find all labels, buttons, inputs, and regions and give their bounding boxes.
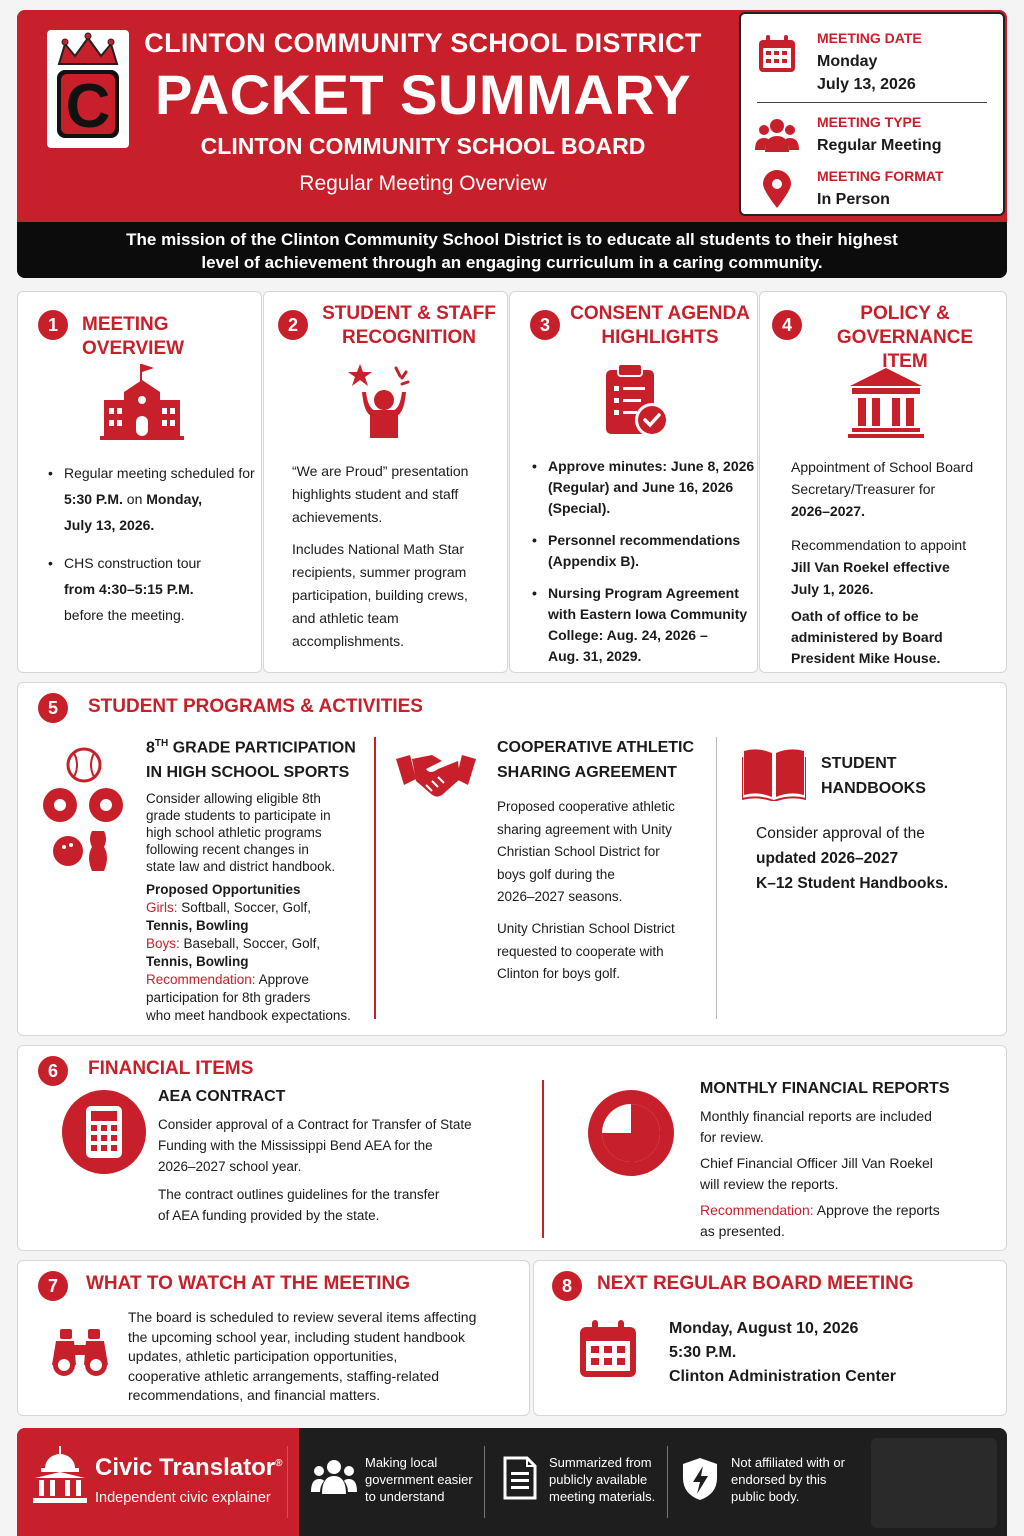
district-logo (47, 30, 129, 148)
section-title: WHAT TO WATCH AT THE MEETING (86, 1273, 411, 1294)
policy-paragraph: Appointment of School Board Secretary/Treasurer for 2026–2027. (791, 459, 974, 519)
calculator-icon (62, 1090, 146, 1174)
footer-item-text: Making local government easier to understand (365, 1455, 473, 1504)
footer-tagline: Independent civic explainer (95, 1490, 271, 1506)
meeting-date-row (755, 28, 995, 98)
financial-reports-paragraph: Monthly financial reports are included for review. (700, 1108, 932, 1145)
next-meeting-place: Clinton Administration Center (669, 1368, 896, 1385)
card-financial-items (17, 1045, 1007, 1251)
school-icon (100, 362, 184, 440)
mission-line: The mission of the Clinton Community School District is to educate all students to their highest (126, 230, 898, 249)
financial-reports-heading: MONTHLY FINANCIAL REPORTS (700, 1080, 950, 1097)
next-meeting-date: Monday, August 10, 2026 (669, 1320, 859, 1337)
header-banner (17, 10, 1007, 278)
board-name: CLINTON COMMUNITY SCHOOL BOARD (200, 133, 646, 159)
footer-divider (667, 1446, 668, 1518)
section-title: STUDENT PROGRAMS & ACTIVITIES (88, 696, 423, 717)
list-item: • Approve minutes: June 8, 2026 (Regular) and June 16, 2026 (Special). (532, 456, 757, 519)
section-number: 4 (772, 310, 802, 340)
meeting-info-box (739, 12, 1005, 216)
card-meeting-overview (17, 291, 262, 673)
section-title: CONSENT AGENDA HIGHLIGHTS (570, 303, 750, 348)
footer-item-text: Summarized from publicly available meeting materials. (549, 1455, 656, 1504)
card-recognition (263, 291, 508, 673)
card-what-to-watch (17, 1260, 530, 1416)
handbooks-paragraph: Consider approval of the updated 2026–2027 K–12 Student Handbooks. (756, 825, 949, 892)
list-item: • Regular meeting scheduled for 5:30 P.M. on Monday, July 13, 2026. (48, 460, 258, 538)
meeting-format-row (755, 164, 995, 214)
page-title: PACKET SUMMARY (155, 63, 691, 126)
document-icon (503, 1456, 537, 1500)
mission-line: level of achievement through an engaging curriculum in a caring community. (201, 253, 823, 272)
list-item: • Personnel recommendations (Appendix B). (532, 530, 757, 572)
next-meeting-details (669, 1317, 999, 1389)
meeting-date-day: Monday (817, 53, 878, 70)
section-number: 3 (530, 310, 560, 340)
meeting-type-label: MEETING TYPE (817, 114, 922, 130)
section-number: 6 (38, 1056, 68, 1086)
aea-paragraph: Consider approval of a Contract for Transfer of State Funding with the Mississippi Bend AEA for the 2026–2027 school year. (158, 1117, 472, 1174)
column-divider (374, 737, 376, 1019)
meeting-format-label: MEETING FORMAT (817, 168, 944, 184)
section-title: FINANCIAL ITEMS (88, 1058, 254, 1079)
sports-paragraph: Consider allowing eligible 8th grade students to participate in high school athletic programs following recent changes in state law and district handbook. (146, 791, 336, 874)
section-number: 7 (38, 1271, 68, 1301)
calendar-icon (576, 1317, 640, 1381)
card-consent-agenda (509, 291, 758, 673)
section-title: STUDENT & STAFF RECOGNITION (322, 303, 496, 348)
meeting-type-row (755, 110, 995, 160)
info-divider (757, 102, 987, 103)
footer-placeholder-box (871, 1438, 997, 1528)
checklist-icon (602, 362, 672, 442)
district-name: CLINTON COMMUNITY SCHOOL DISTRICT (144, 28, 702, 58)
next-meeting-time: 5:30 P.M. (669, 1344, 737, 1361)
policy-oath: Oath of office to be administered by Board President Mike House. (791, 608, 943, 666)
financial-reports-recommendation: Recommendation: Approve the reports as presented. (700, 1202, 940, 1239)
footer-divider (484, 1446, 485, 1518)
footer-brand-panel (17, 1428, 299, 1536)
meeting-type-value: Regular Meeting (817, 137, 942, 154)
pie-chart-icon (588, 1090, 674, 1176)
mission-statement (17, 222, 1007, 278)
recognition-details: Includes National Math Star recipients, summer program participation, building crews, and athletic team accomplishments. (292, 541, 468, 649)
capitol-icon (33, 1446, 87, 1504)
list-item: • CHS construction tour from 4:30–5:15 P.M. before the meeting. (48, 550, 258, 628)
meeting-date-label: MEETING DATE (817, 30, 922, 46)
card-next-meeting (533, 1260, 1007, 1416)
consent-list (532, 456, 757, 667)
government-building-icon (848, 366, 924, 438)
meeting-format-value: In Person (817, 191, 890, 208)
celebrate-icon (346, 362, 422, 442)
book-icon (742, 745, 806, 801)
section-title: NEXT REGULAR BOARD MEETING (597, 1273, 914, 1294)
cooperative-heading: COOPERATIVE ATHLETIC SHARING AGREEMENT (497, 739, 695, 781)
handshake-icon (396, 749, 476, 799)
column-divider (716, 737, 717, 1019)
meeting-date-value: July 13, 2026 (817, 76, 916, 93)
financial-reports-cfo: Chief Financial Officer Jill Van Roekel will review the reports. (700, 1155, 933, 1192)
footer-divider (287, 1446, 288, 1518)
cooperative-request: Unity Christian School District requested to cooperate with Clinton for boys golf. (497, 921, 675, 981)
shield-icon (681, 1456, 719, 1502)
location-pin-icon (755, 168, 799, 212)
handbooks-heading: STUDENT HANDBOOKS (821, 755, 926, 797)
section-title: MEETING OVERVIEW (82, 314, 185, 359)
people-icon (755, 114, 799, 158)
page-subtitle: Regular Meeting Overview (299, 172, 547, 195)
footer-item-text: Not affiliated with or endorsed by this public body. (731, 1455, 845, 1504)
card-policy-governance (759, 291, 1007, 673)
footer (17, 1428, 1007, 1536)
section-number: 1 (38, 310, 68, 340)
column-divider (542, 1080, 544, 1238)
card-student-programs (17, 682, 1007, 1036)
footer-brand-name: Civic Translator® (95, 1454, 283, 1481)
people-icon (311, 1458, 357, 1498)
sports-balls-icon (42, 747, 126, 875)
policy-recommendation: Recommendation to appoint Jill Van Roekel effective July 1, 2026. (791, 537, 967, 597)
section-number: 2 (278, 310, 308, 340)
list-item: • Nursing Program Agreement with Eastern Iowa Community College: Aug. 24, 2026 – Aug. 31, 2029. (532, 583, 757, 667)
section-number: 8 (552, 1271, 582, 1301)
section-title: POLICY & GOVERNANCE ITEM (836, 303, 974, 372)
sports-heading: 8TH GRADE PARTICIPATION IN HIGH SCHOOL SPORTS (146, 738, 356, 782)
binoculars-icon (50, 1329, 110, 1377)
recognition-paragraph: “We are Proud” presentation highlights student and staff achievements. (292, 463, 469, 525)
what-to-watch-paragraph: The board is scheduled to review several items affecting the upcoming school year, including student handbook updates, athletic participation opportunities, cooperative athletic arrangements, staffing-related recommendations, and financial matters. (128, 1309, 477, 1403)
section-number: 5 (38, 693, 68, 723)
svg-text:C: C (65, 72, 111, 141)
overview-list (48, 460, 258, 628)
sports-opportunities: Proposed Opportunities Girls: Softball, Soccer, Golf, Tennis, Bowling Boys: Baseball, Soccer, Golf, Tennis, Bowling Recommendation: Approve participation for 8th graders who meet handbook expectations. (146, 882, 351, 1023)
calendar-icon (755, 32, 799, 76)
cooperative-paragraph: Proposed cooperative athletic sharing agreement with Unity Christian School District for boys golf during the 2026–2027 seasons. (497, 799, 675, 904)
aea-details: The contract outlines guidelines for the transfer of AEA funding provided by the state. (158, 1187, 440, 1223)
aea-heading: AEA CONTRACT (158, 1088, 286, 1105)
